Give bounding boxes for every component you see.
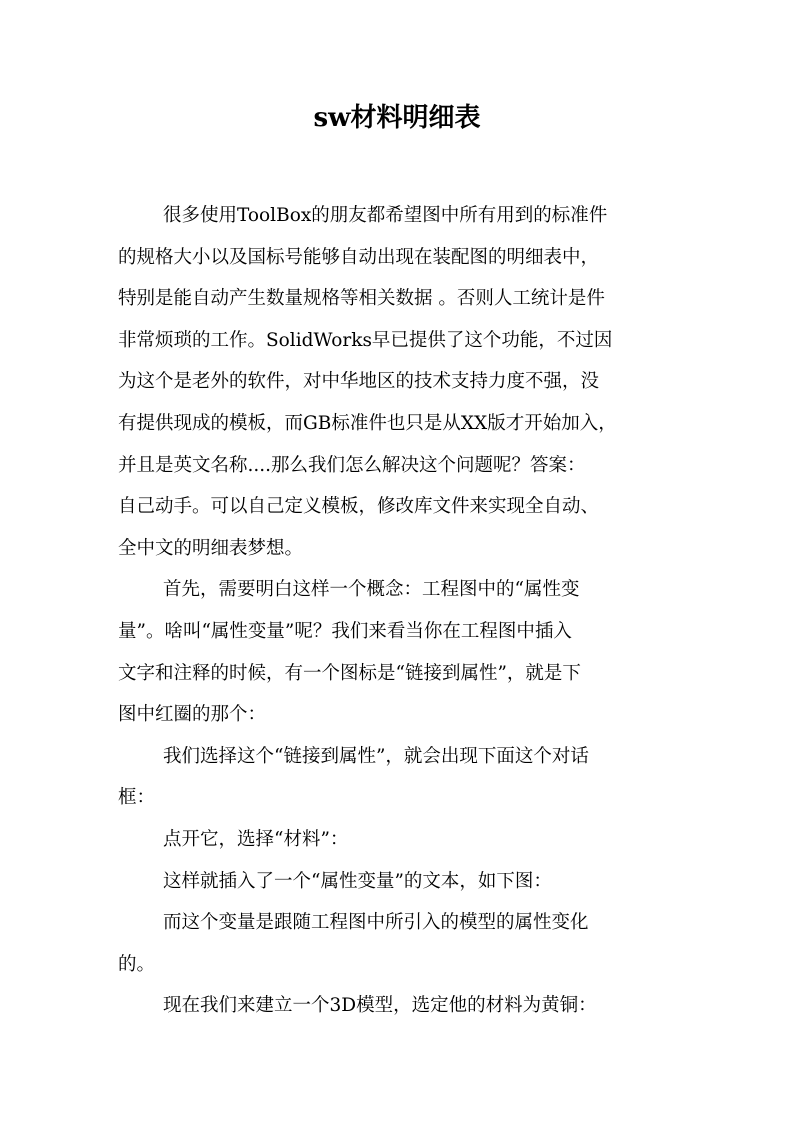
paragraph-select-material xyxy=(118,819,678,861)
text-line: 特别是能自动产生数量规格等相关数据 。否则人工统计是件 xyxy=(118,288,605,310)
text-line: 的。 xyxy=(118,953,156,975)
document-body xyxy=(118,195,678,1027)
paragraph-variable-follows xyxy=(118,902,678,985)
text-line: 文字和注释的时候，有一个图标是“链接到属性”，就是下 xyxy=(118,662,581,684)
paragraph-property-variable xyxy=(118,569,678,735)
text-line: 全中文的明细表梦想。 xyxy=(118,537,304,559)
document-title: sw材料明细表 xyxy=(313,103,481,133)
text-line: 有提供现成的模板，而GB标准件也只是从XX版才开始加入， xyxy=(118,412,617,434)
text-line: 现在我们来建立一个3D模型，选定他的材料为黄铜： xyxy=(163,995,597,1017)
text-line: 框： xyxy=(118,787,156,809)
text-line: 量”。啥叫“属性变量”呢？我们来看当你在工程图中插入 xyxy=(118,620,572,642)
text-line: 自己动手。可以自己定义模板，修改库文件来实现全自动、 xyxy=(118,496,600,518)
text-line: 并且是英文名称....那么我们怎么解决这个问题呢？答案： xyxy=(118,454,586,476)
text-line: 这样就插入了一个“属性变量”的文本，如下图： xyxy=(163,870,552,892)
text-line: 非常烦琐的工作。SolidWorks早已提供了这个功能，不过因 xyxy=(118,329,613,351)
text-line: 点开它，选择“材料”： xyxy=(163,828,349,850)
text-line: 很多使用ToolBox的朋友都希望图中所有用到的标准件 xyxy=(163,205,608,226)
text-line: 为这个是老外的软件，对中华地区的技术支持力度不强，没 xyxy=(118,371,600,393)
text-line: 首先，需要明白这样一个概念：工程图中的“属性变 xyxy=(163,579,580,601)
text-line: 的规格大小以及国标号能够自动出现在装配图的明细表中， xyxy=(118,246,600,268)
paragraph-link-property xyxy=(118,736,678,819)
paragraph-insert-text xyxy=(118,861,678,903)
paragraph-3d-model xyxy=(118,985,678,1027)
text-line: 而这个变量是跟随工程图中所引入的模型的属性变化 xyxy=(163,912,589,934)
text-line: 我们选择这个“链接到属性”，就会出现下面这个对话 xyxy=(163,745,589,767)
text-line: 图中红圈的那个： xyxy=(118,704,267,726)
paragraph-toolbox-intro xyxy=(118,195,678,569)
